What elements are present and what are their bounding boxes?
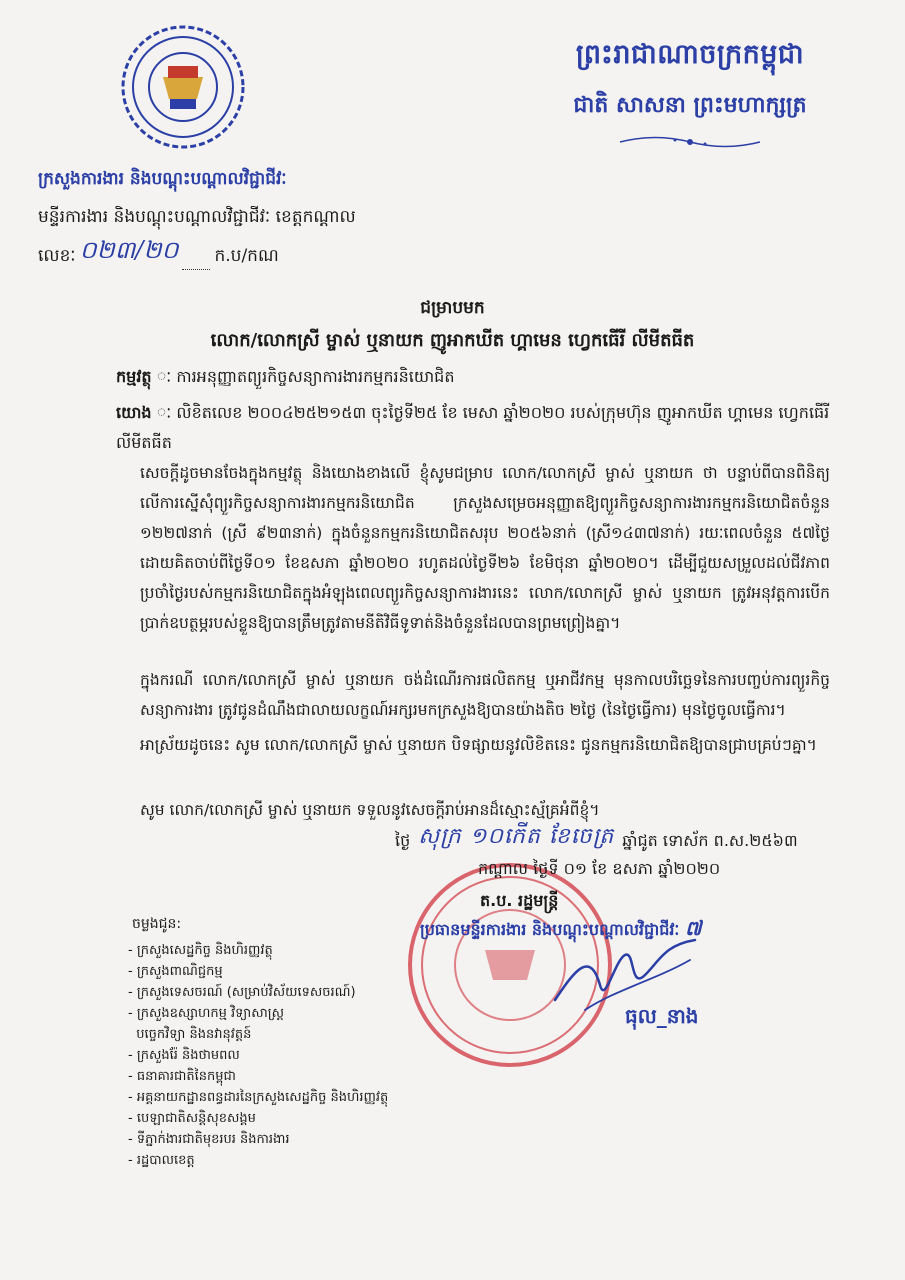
national-motto: ជាតិ សាសនា ព្រះមហាក្សត្រ xyxy=(573,93,807,118)
reference-text: ៈ លិខិតលេខ ២០០៤២៥២១៥៣ ចុះថ្ងៃទី២៥ ខែ មេសា ឆ្នាំ២០២០ របស់ក្រុមហ៊ុន ញូអាកឃីត ហ្គាមេន ហ្វេកធើរី លីមីតធីត xyxy=(116,403,830,452)
ref-dotted-line xyxy=(182,269,210,270)
cc-list-item: - ក្រសួងសេដ្ឋកិច្ច និងហិរញ្ញវត្ថុ xyxy=(128,940,388,961)
cc-list-item: - អគ្គនាយកដ្ឋានពន្ធដារនៃក្រសួងសេដ្ឋកិច្ច និងហិរញ្ញវត្ថុ xyxy=(128,1087,388,1108)
cc-list-item: - ក្រសួងពាណិជ្ជកម្ម xyxy=(128,961,388,982)
subject-label: កម្មវត្ថុ xyxy=(116,367,152,386)
body-paragraph-4: សូម លោក/លោកស្រី ម្ចាស់ ឬនាយក ទទួលនូវសេចក្តីរាប់អានដ៏ស្មោះស្ម័គ្រអំពីខ្ញុំ។ xyxy=(140,801,600,819)
cc-list-item: បច្ចេកវិទ្យា និងនវានុវត្តន៍ xyxy=(136,1027,252,1042)
cc-list-item: - ក្រសួងឧស្សាហកម្ម វិទ្យាសាស្ត្រ xyxy=(128,1003,388,1024)
lunar-date-handwritten: សុក្រ ១០កើត ខែចេត្រ xyxy=(418,824,615,849)
cc-list-item: - រដ្ឋបាលខេត្ត xyxy=(128,1150,388,1171)
recipient-label: ជម្រាបមក xyxy=(420,298,485,318)
recipient-name: លោក/លោកស្រី ម្ចាស់ ឬនាយក ញូអាកឃីត ហ្គាមេន ហ្វេកធើរី លីមីតធីត xyxy=(210,330,695,351)
ministry-logo-icon xyxy=(118,22,248,152)
cc-list-item: - ទីភ្នាក់ងារជាតិមុខរបរ និងការងារ xyxy=(128,1129,388,1150)
reference-label: យោង xyxy=(116,403,152,422)
signatory-title-2-text: ប្រធានមន្ទីរការងារ និងបណ្តុះបណ្តាលវិជ្ជាជីវៈ xyxy=(420,920,680,939)
signatory-title-2-mark: ៧ xyxy=(684,916,702,940)
department-name: មន្ទីរការងារ និងបណ្តុះបណ្តាលវិជ្ជាជីវៈ ខេត្តកណ្តាល xyxy=(38,207,356,227)
ref-label: លេខៈ xyxy=(38,246,76,266)
kingdom-header xyxy=(530,38,850,157)
signatory-name: ធុល_នាង xyxy=(625,1004,699,1028)
lunar-date-prefix: ថ្ងៃ xyxy=(395,831,411,850)
subject-line xyxy=(116,366,455,390)
ministry-name: ក្រសួងការងារ និងបណ្តុះបណ្តាលវិជ្ជាជីវៈ xyxy=(38,169,287,189)
kingdom-title: ព្រះរាជាណាចក្រកម្ពុជា xyxy=(575,39,805,70)
cc-list-item: - ធនាគារជាតិនៃកម្ពុជា xyxy=(128,1066,388,1087)
ornament-divider-icon xyxy=(615,131,765,153)
ref-suffix: ក.ប/កណ xyxy=(214,246,279,266)
cc-list-item: - ក្រសួងរ៉ែ និងថាមពល xyxy=(128,1045,388,1066)
body-paragraph-2: ក្នុងករណី លោក/លោកស្រី ម្ចាស់ ឬនាយក ចង់ដំណើរការផលិតកម្ម ឬអាជីវកម្ម មុនកាលបរិច្ឆេទនៃការបញ្ចប់ការព្យួរកិច្ចសន្យាការងារ ត្រូវជូនដំណឹងជាលាយលក្ខណ៍អក្សរមកក្រសួងឱ្យបានយ៉ាងតិច ២ថ្ងៃ (នៃថ្ងៃធ្វើការ) មុនថ្ងៃចូលធ្វើការ។ xyxy=(140,671,830,719)
subject-text: ៈ ការអនុញ្ញាតព្យួរកិច្ចសន្យាការងារកម្មករនិយោជិត xyxy=(171,367,455,386)
lunar-date xyxy=(395,822,798,854)
reference-line xyxy=(116,398,831,458)
cc-list-item: - បេឡាជាតិសន្តិសុខសង្គម xyxy=(128,1108,388,1129)
cc-list-item: - ក្រសួងទេសចរណ៍ (សម្រាប់វិស័យទេសចរណ៍) xyxy=(128,982,388,1003)
signatory-title-1: ត.ប. រដ្ឋមន្ត្រី xyxy=(480,891,559,910)
solar-date: កណ្តាល ថ្ងៃទី ០១ ខែ ឧសភា ឆ្នាំ២០២០ xyxy=(478,859,721,878)
cc-title: ចម្លងជូន: xyxy=(132,916,182,932)
reference-number xyxy=(38,235,279,270)
body-paragraph-3: អាស្រ័យដូចនេះ សូម លោក/លោកស្រី ម្ចាស់ ឬនាយក បិទផ្សាយនូវលិខិតនេះ ជូនកម្មករនិយោជិតឱ្យបានជ្រាបគ្រប់ៗគ្នា។ xyxy=(140,736,817,754)
lunar-date-suffix: ឆ្នាំជូត ទោស័ក ព.ស.២៥៦៣ xyxy=(622,831,798,850)
cc-list xyxy=(128,940,388,1171)
ref-number-handwritten: ០២៣/២០ xyxy=(79,236,179,264)
body-paragraph-1: សេចក្តីដូចមានចែងក្នុងកម្មវត្ថុ និងយោងខាងលើ ខ្ញុំសូមជម្រាប លោក/លោកស្រី ម្ចាស់ ឬនាយក ថា បន្ទាប់ពីបានពិនិត្យលើការស្នើសុំព្យួរកិច្ចសន្យាការងារកម្មករនិយោជិត ក្រសួងសម្រេចអនុញ្ញាតឱ្យព្យួរកិច្ចសន្យាការងារកម្មករនិយោជិតចំនួន ១២២៧នាក់ (ស្រី ៩២៣នាក់) ក្នុងចំនួនកម្មករនិយោជិតសរុប ២០៥៦នាក់ (ស្រី១៤៣៧នាក់) រយៈពេលចំនួន ៥៧ថ្ងៃ ដោយគិតចាប់ពីថ្ងៃទី០១ ខែឧសភា ឆ្នាំ២០២០ រហូតដល់ថ្ងៃទី២៦ ខែមិថុនា ឆ្នាំ២០២០។ ដើម្បីជួយសម្រួលដល់ជីវភាពប្រចាំថ្ងៃរបស់កម្មករនិយោជិតក្នុងអំឡុងពេលព្យួរកិច្ចសន្យាការងារនេះ លោក/លោកស្រី ម្ចាស់ ឬនាយក ត្រូវអនុវត្តការបើកប្រាក់ឧបត្ថម្ភរបស់ខ្លួនឱ្យបានត្រឹមត្រូវតាមនីតិវិធីទូទាត់និងចំនួនដែលបានព្រមព្រៀងគ្នា។ xyxy=(140,464,830,632)
